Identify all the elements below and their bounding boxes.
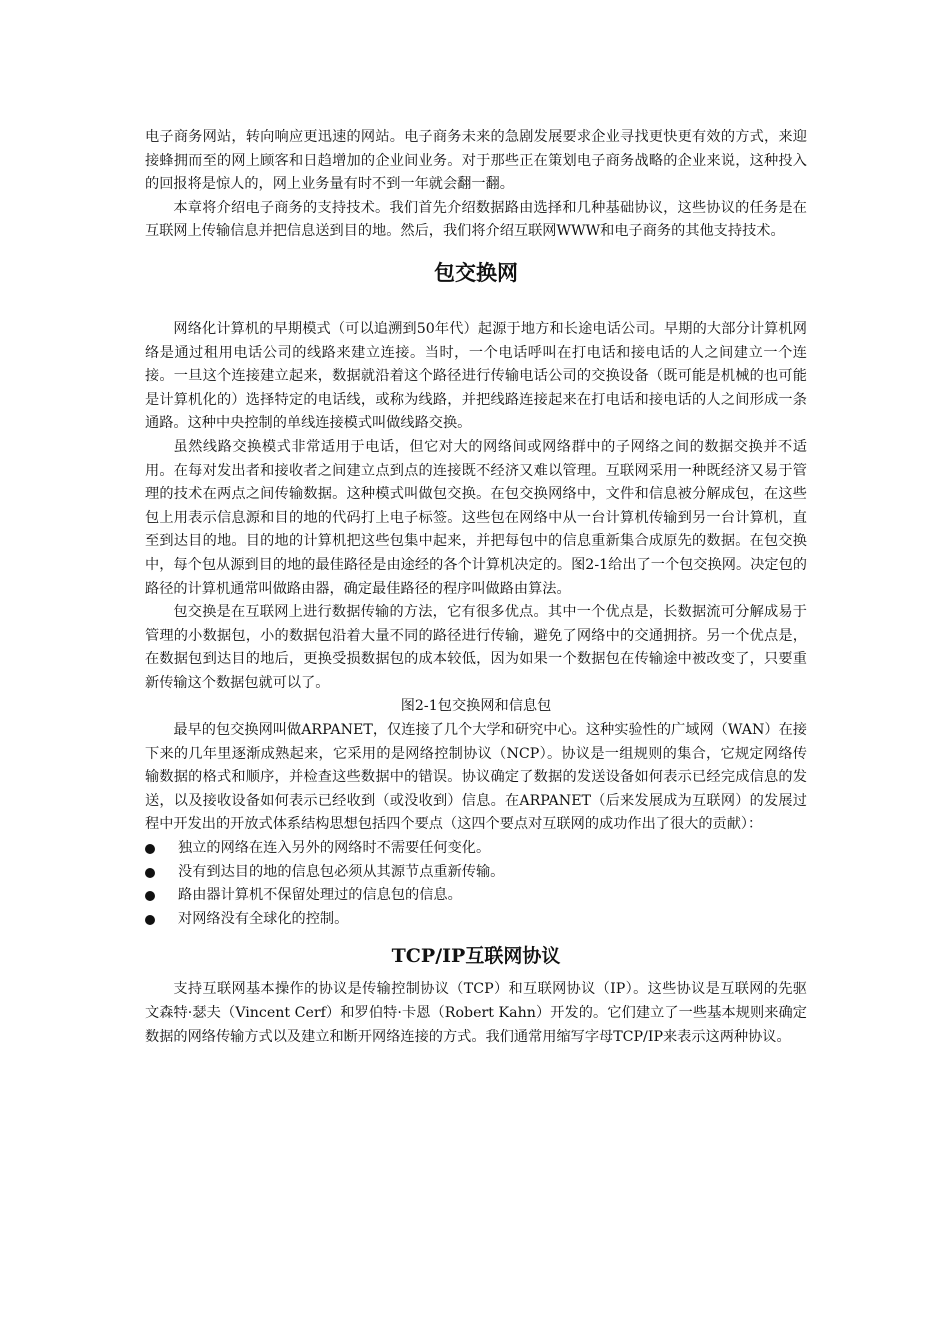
section-heading-packet-switching: 包交换网	[434, 259, 518, 285]
list-item-text: 对网络没有全球化的控制。	[178, 910, 349, 927]
paragraph-chapter-intro: 本章将介绍电子商务的支持技术。我们首先介绍数据路由选择和几种基础协议，这些协议的任务是在互联网上传输信息并把信息送到目的地。然后，我们将介绍互联网WWW和电子商务的其他支持技术。	[145, 199, 807, 240]
list-item	[145, 861, 807, 885]
list-item-text: 路由器计算机不保留处理过的信息包的信息。	[178, 887, 462, 904]
figure-caption: 图2-1包交换网和信息包	[400, 698, 552, 715]
bullet-icon	[145, 891, 155, 901]
list-item	[145, 884, 807, 908]
list-item-text: 独立的网络在连入另外的网络时不需要任何变化。	[178, 840, 491, 857]
paragraph-packet-switching: 虽然线路交换模式非常适用于电话，但它对大的网络间或网络群中的子网络之间的数据交换并不适用。在每对发出者和接收者之间建立点到点的连接既不经济又难以管理。互联网采用一种既经济又易于管理的技术在两点之间传输数据。这种模式叫做包交换。在包交换网络中，文件和信息被分解成包，在这些包上用表示信息源和目的地的代码打上电子标签。这些包在网络中从一台计算机传输到另一台计算机，直至到达目的地。目的地的计算机把这些包集中起来，并把每包中的信息重新集合成原先的数据。在包交换中，每个包从源到目的地的最佳路径是由途经的各个计算机决定的。图2-1给出了一个包交换网。决定包的路径的计算机通常叫做路由器，确定最佳路径的程序叫做路由算法。	[145, 438, 807, 597]
list-item	[145, 908, 807, 932]
document-body	[145, 126, 807, 1049]
paragraph-early-networks: 网络化计算机的早期模式（可以追溯到50年代）起源于地方和长途电话公司。早期的大部分计算机网络是通过租用电话公司的线路来建立连接。当时，一个电话呼叫在打电话和接电话的人之间建立一个连接。一旦这个连接建立起来，数据就沿着这个路径进行传输电话公司的交换设备（既可能是机械的也可能是计算机化的）选择特定的电话线，或称为线路，并把线路连接起来在打电话和接电话的人之间形成一条通路。这种中央控制的单线连接模式叫做线路交换。	[145, 320, 807, 432]
paragraph-packet-advantages: 包交换是在互联网上进行数据传输的方法，它有很多优点。其中一个优点是，长数据流可分解成易于管理的小数据包，小的数据包沿着大量不同的路径进行传输，避免了网络中的交通拥挤。另一个优点是，在数据包到达目的地后，更换受损数据包的成本较低，因为如果一个数据包在传输途中被改变了，只要重新传输这个数据包就可以了。	[145, 604, 807, 691]
bullet-icon	[145, 868, 155, 878]
bullet-icon	[145, 844, 155, 854]
section-heading-tcpip: TCP/IP互联网协议	[391, 945, 561, 968]
bullet-icon	[145, 915, 155, 925]
list-item	[145, 837, 807, 861]
paragraph-continued: 电子商务网站，转向响应更迅速的网站。电子商务未来的急剧发展要求企业寻找更快更有效的方式，来迎接蜂拥而至的网上顾客和日趋增加的企业间业务。对于那些正在策划电子商务战略的企业来说，这种投入的回报将是惊人的，网上业务量有时不到一年就会翻一翻。	[145, 129, 807, 193]
paragraph-tcpip: 支持互联网基本操作的协议是传输控制协议（TCP）和互联网协议（IP）。这些协议是互联网的先驱文森特·瑟夫（Vincent Cerf）和罗伯特·卡恩（Robert Kahn）开发的。它们建立了一些基本规则来确定数据的网络传输方式以及建立和断开网络连接的方式。我们通常用缩写字母TCP/IP来表示这两种协议。	[145, 981, 807, 1045]
paragraph-arpanet: 最早的包交换网叫做ARPANET，仅连接了几个大学和研究中心。这种实验性的广域网（WAN）在接下来的几年里逐渐成熟起来，它采用的是网络控制协议（NCP）。协议是一组规则的集合，它规定网络传输数据的格式和顺序，并检查这些数据中的错误。协议确定了数据的发送设备如何表示已经完成信息的发送，以及接收设备如何表示已经收到（或没收到）信息。在ARPANET（后来发展成为互联网）的发展过程中开发出的开放式体系结构思想包括四个要点（这四个要点对互联网的成功作出了很大的贡献）：	[145, 722, 807, 833]
bullet-list	[145, 837, 807, 931]
list-item-text: 没有到达目的地的信息包必须从其源节点重新传输。	[178, 863, 505, 880]
